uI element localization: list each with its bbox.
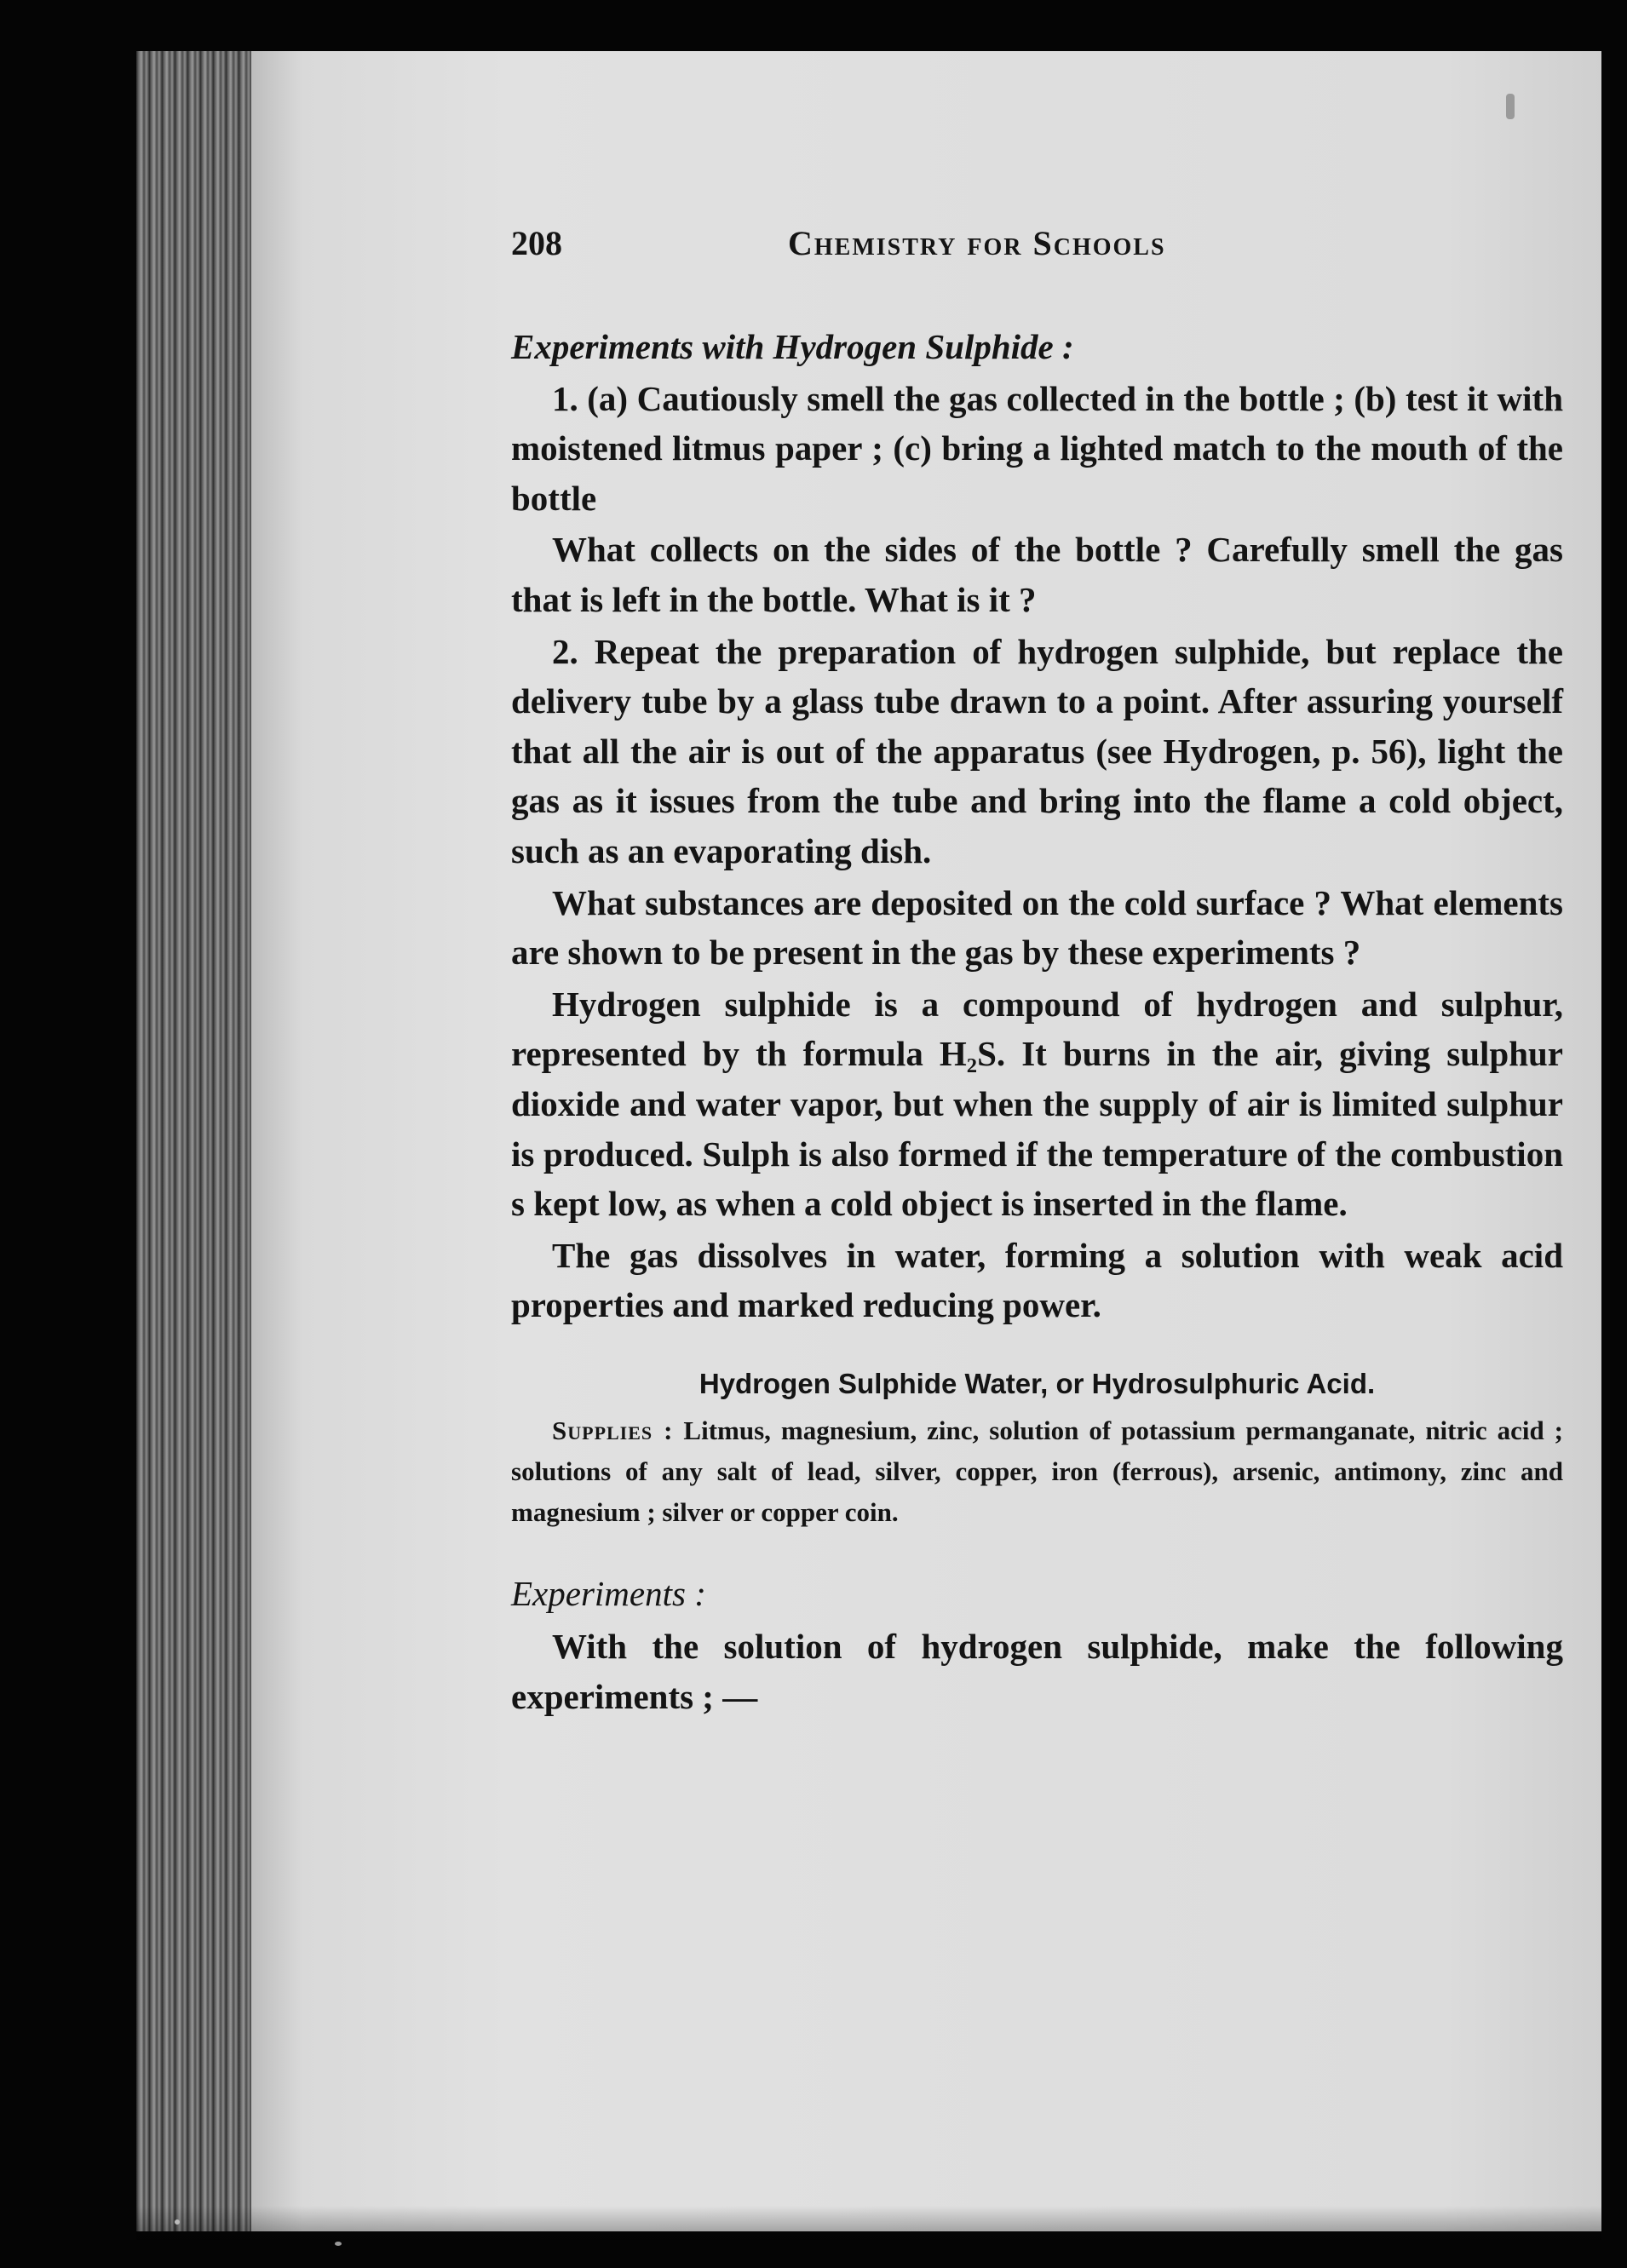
scan-speck: [335, 2242, 342, 2246]
supplies-list: [511, 1410, 1563, 1533]
paragraph: What substances are deposited on the cold surface ? What elements are shown to be present in the gas by these experiments ?: [511, 882, 1563, 973]
section-heading: Experiments with Hydrogen Sulphide :: [511, 327, 1074, 366]
supplies-text: Litmus, magnesium, zinc, solution of potassium permanganate, nitric acid ; solutions of any salt of lead, silver, copper, iron (ferrous), arsenic, antimony, zinc and magnesium ; silver or copper coin.: [511, 1415, 1563, 1527]
page-body: [511, 322, 1563, 1722]
paragraph: With the solution of hydrogen sulphide, make the following experiments ; —: [511, 1627, 1563, 1717]
page-number: 208: [511, 224, 562, 262]
paragraph: 2. Repeat the preparation of hydrogen sulphide, but replace the delivery tube by a glass tube drawn to a point. After assuring yourself that all the air is out of the apparatus (see Hydrogen, p. 56), light the gas as it issues from the tube and bring into the flame a cold object, such as an evaporating dish.: [511, 631, 1563, 870]
scan-speck: [1506, 94, 1515, 119]
page-bottom-shadow: [136, 2206, 1601, 2240]
section-subheading: Hydrogen Sulphide Water, or Hydrosulphuric Acid.: [699, 1367, 1376, 1399]
paragraph: Hydrogen sulphide is a compound of hydrogen and sulphur, represented by th formula H₂S. It burns in the air, giving sulphur dioxide and water vapor, but when the supply of air is limited sulphur is produced. Sulph is also formed if the temperature of the combustion s kept low, as when a cold object is inserted in the flame.: [511, 984, 1563, 1224]
running-title: Chemistry for Schools: [788, 224, 1166, 262]
paragraph: What collects on the sides of the bottle ? Carefully smell the gas that is left in the bottle. What is it ?: [511, 530, 1563, 619]
section-heading: Experiments :: [511, 1573, 706, 1613]
supplies-label: Supplies :: [552, 1415, 674, 1445]
book-page-edges: [136, 51, 264, 2231]
paragraph: The gas dissolves in water, forming a solution with weak acid properties and marked reducing power.: [511, 1235, 1563, 1325]
scan-speck: [175, 2219, 180, 2225]
paragraph: 1. (a) Cautiously smell the gas collected in the bottle ; (b) test it with moistened litmus paper ; (c) bring a lighted match to the mouth of the bottle: [511, 378, 1563, 518]
